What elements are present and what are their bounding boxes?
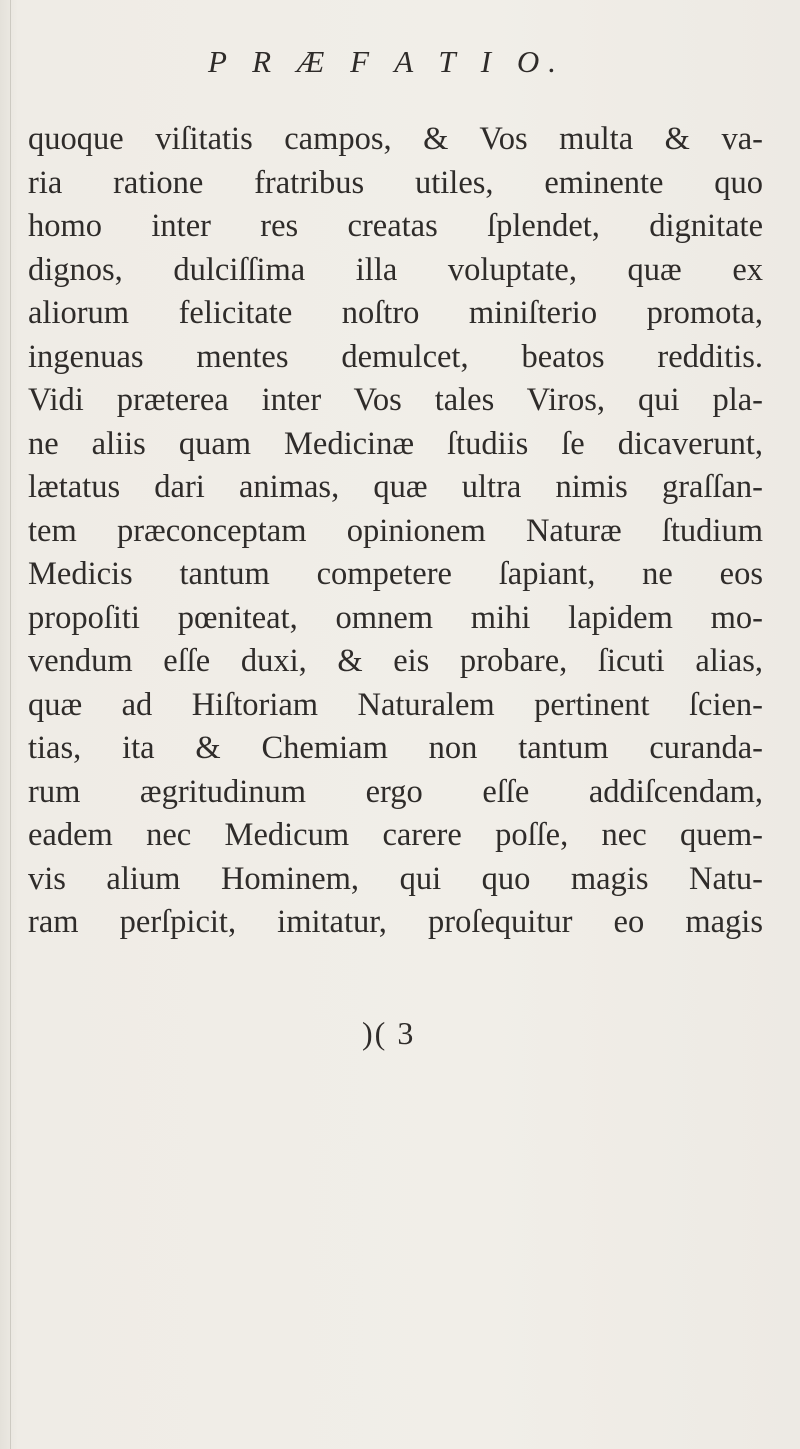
- text-line-15: tias, ita & Chemiam non tantum curanda-: [28, 730, 763, 766]
- body-text: [28, 118, 788, 945]
- text-line-8: ne aliis quam Medicinæ ſtudiis ſe dicaverunt,: [28, 425, 763, 462]
- text-line-6: ingenuas mentes demulcet, beatos redditis.: [28, 338, 763, 375]
- page-binding-edge: [10, 0, 11, 1449]
- text-line-11: Medicis tantum competere ſapiant, ne eos: [28, 556, 763, 592]
- running-title: P R Æ F A T I O.: [208, 44, 566, 79]
- text-line-2: ria ratione fratribus utiles, eminente quo: [28, 164, 763, 201]
- signature-mark: )( 3: [362, 1015, 416, 1051]
- text-line-4: dignos, dulciſſima illa voluptate, quæ ex: [28, 251, 763, 288]
- text-line-18: vis alium Hominem, qui quo magis Natu-: [28, 860, 763, 897]
- text-line-1: quoque viſitatis campos, & Vos multa & va-: [28, 121, 763, 157]
- text-line-19: ram perſpicit, imitatur, proſequitur eo magis: [28, 904, 763, 940]
- text-line-17: eadem nec Medicum carere poſſe, nec quem-: [28, 817, 763, 853]
- text-line-14: quæ ad Hiſtoriam Naturalem pertinent ſcien-: [28, 686, 763, 723]
- text-line-7: Vidi præterea inter Vos tales Viros, qui pla-: [28, 382, 763, 418]
- text-line-5: aliorum felicitate noſtro miniſterio promota,: [28, 295, 763, 331]
- text-line-16: rum ægritudinum ergo eſſe addiſcendam,: [28, 773, 763, 810]
- text-line-12: propoſiti pœniteat, omnem mihi lapidem mo-: [28, 599, 763, 636]
- text-line-10: tem præconceptam opinionem Naturæ ſtudium: [28, 512, 763, 549]
- text-line-3: homo inter res creatas ſplendet, dignitate: [28, 208, 763, 244]
- text-line-13: vendum eſſe duxi, & eis probare, ſicuti alias,: [28, 643, 763, 679]
- text-line-9: lætatus dari animas, quæ ultra nimis graſſan-: [28, 469, 763, 505]
